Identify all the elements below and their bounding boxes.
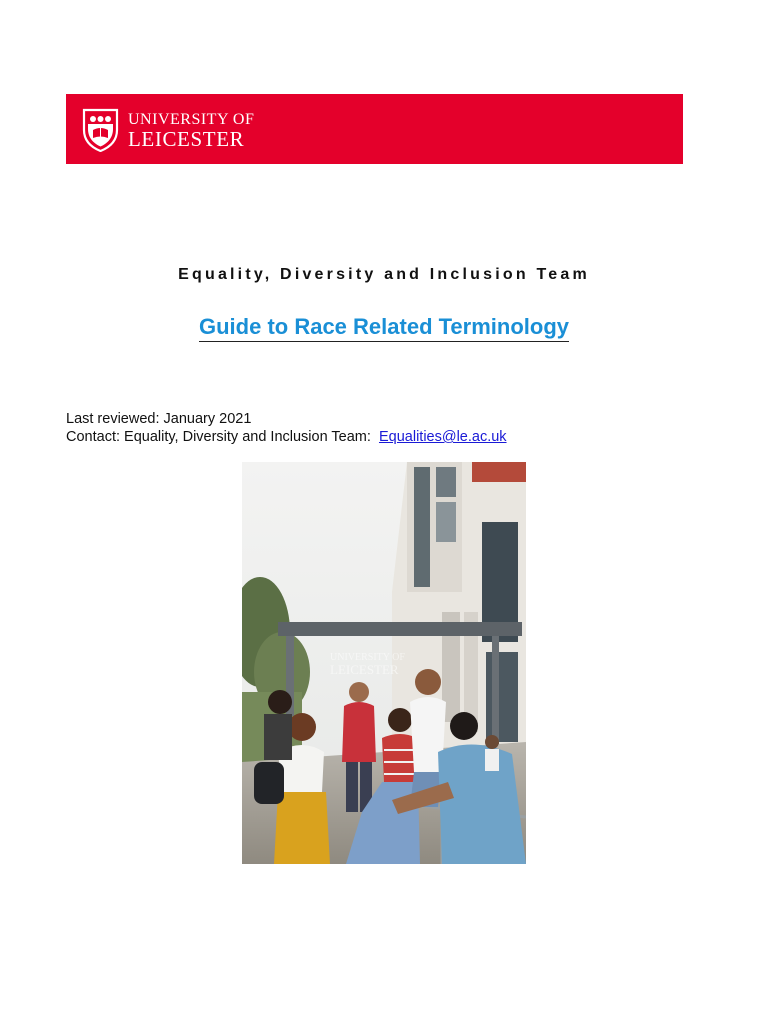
last-reviewed-text: Last reviewed: January 2021 bbox=[66, 411, 252, 427]
university-header-banner bbox=[66, 94, 683, 164]
contact-line bbox=[66, 428, 507, 446]
logo-line-university-of: UNIVERSITY OF bbox=[128, 111, 255, 128]
university-shield-icon bbox=[82, 108, 119, 152]
document-meta bbox=[66, 410, 507, 446]
document-title bbox=[0, 314, 768, 340]
photo-watermark-line1: UNIVERSITY OF bbox=[330, 652, 405, 663]
students-campus-photo bbox=[242, 462, 526, 864]
university-logo-text bbox=[128, 112, 254, 150]
photo-watermark-line2: LEICESTER bbox=[330, 662, 399, 677]
document-title-text: Guide to Race Related Terminology bbox=[199, 314, 569, 342]
logo-line-leicester: LEICESTER bbox=[128, 127, 245, 151]
contact-label: Contact: Equality, Diversity and Inclusion Team: bbox=[66, 429, 371, 445]
team-heading: Equality, Diversity and Inclusion Team bbox=[178, 266, 590, 283]
contact-email-link[interactable]: Equalities@le.ac.uk bbox=[378, 429, 507, 445]
